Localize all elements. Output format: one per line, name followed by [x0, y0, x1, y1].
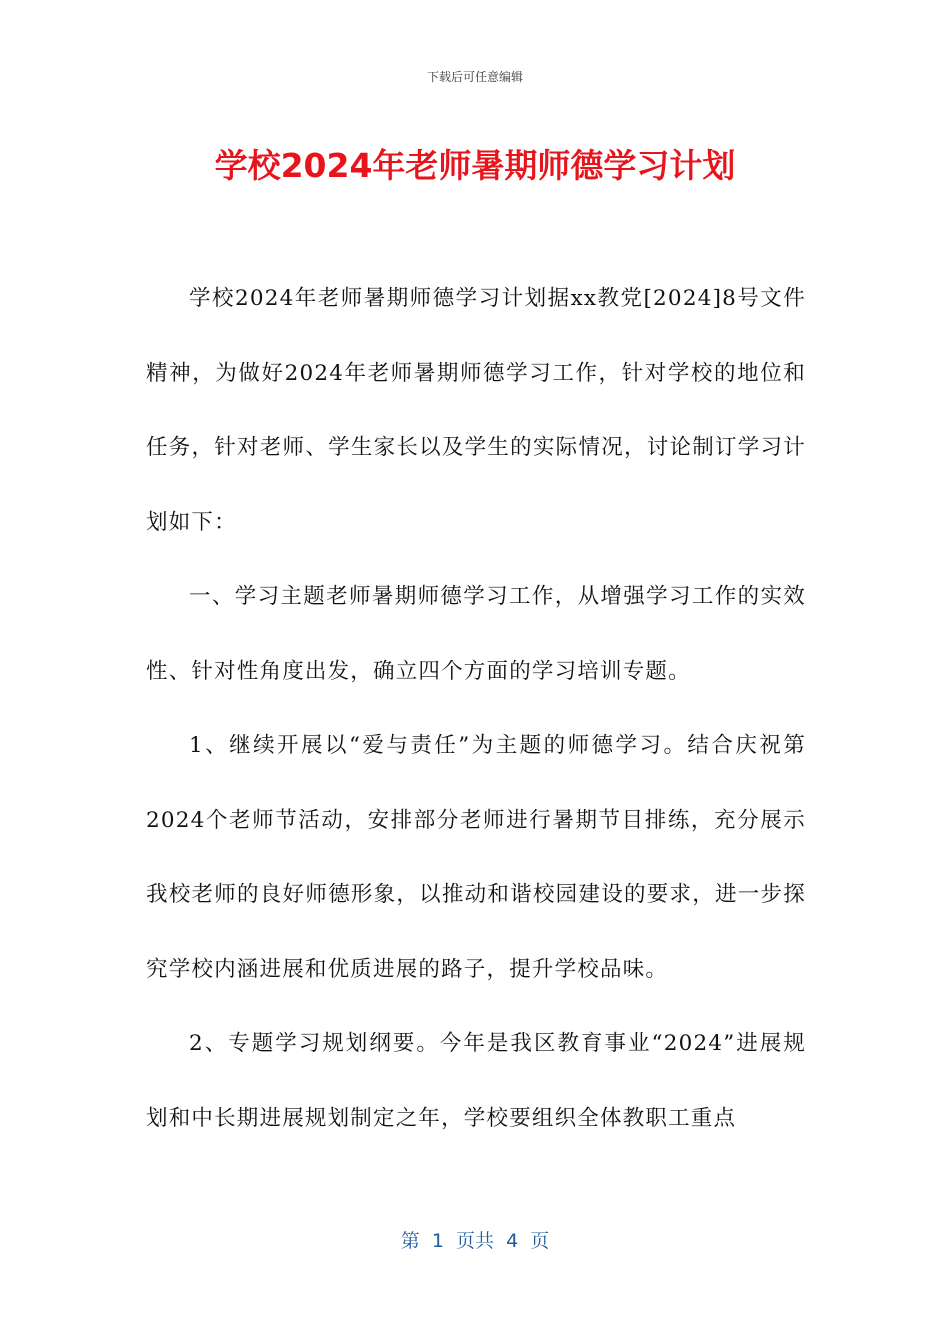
document-title: 学校2024年老师暑期师德学习计划	[214, 146, 736, 185]
page-footer: 第 1 页共 4 页	[400, 1230, 550, 1252]
paragraph-item-2: 2、专题学习规划纲要。今年是我区教育事业“2024”进展规划和中长期进展规划制定之年，学校要组织全体教职工重点	[146, 1031, 806, 1131]
paragraph-intro: 学校2024年老师暑期师德学习计划据xx教党[2024]8号文件精神，为做好2024年老师暑期师德学习工作，针对学校的地位和任务，针对老师、学生家长以及学生的实际情况，讨论制订学习计划如下：	[146, 286, 806, 535]
document-body	[146, 262, 806, 1156]
paragraph-theme: 一、学习主题老师暑期师德学习工作，从增强学习工作的实效性、针对性角度出发，确立四个方面的学习培训专题。	[146, 584, 806, 684]
header-note: 下载后可任意编辑	[426, 70, 523, 84]
paragraph-item-1: 1、继续开展以“爱与责任”为主题的师德学习。结合庆祝第2024个老师节活动，安排部分老师进行暑期节目排练，充分展示我校老师的良好师德形象，以推动和谐校园建设的要求，进一步探究学校内涵进展和优质进展的路子，提升学校品味。	[146, 733, 806, 982]
